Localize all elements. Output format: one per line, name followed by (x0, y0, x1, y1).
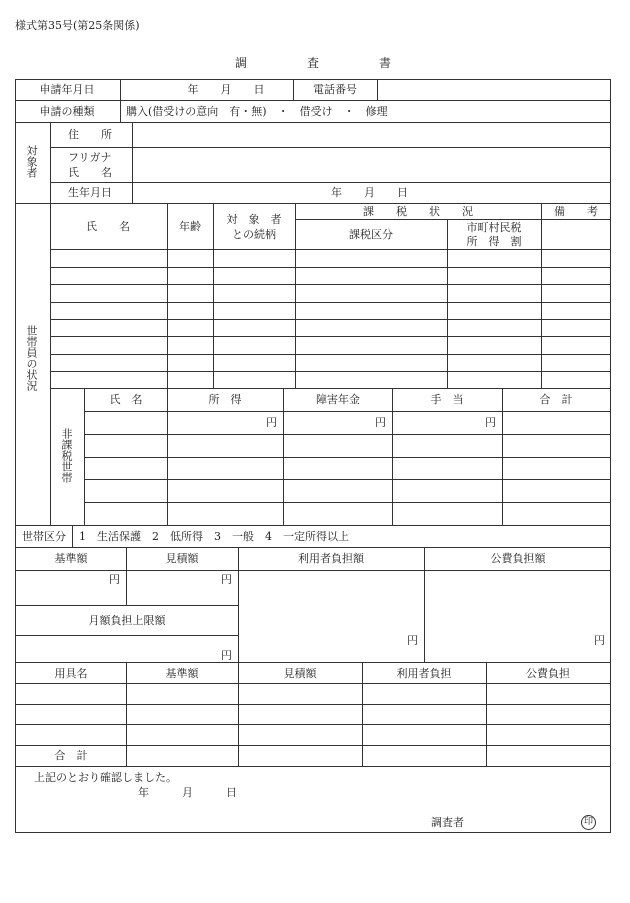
yen-unit: 円 (221, 649, 232, 662)
nontax-household-label: 非課税世帯 (60, 428, 73, 483)
application-type-label: 申請の種類 (39, 105, 95, 118)
phone-field[interactable] (378, 80, 610, 100)
public-burden-field[interactable] (425, 571, 611, 662)
birth-date-label: 生年月日 (68, 186, 112, 199)
nontax-col-total: 合 計 (539, 393, 573, 406)
yen-unit: 円 (375, 416, 386, 429)
subject-name-label: 氏 名 (68, 166, 112, 179)
household-members-grid[interactable] (51, 250, 611, 388)
address-field[interactable] (133, 123, 610, 147)
items-col-user: 利用者負担 (396, 667, 452, 680)
confirmation-text: 上記のとおり確認しました。 (34, 771, 177, 784)
public-burden-label: 公費負担額 (490, 552, 546, 565)
base-amount-field[interactable] (16, 571, 126, 605)
hh-col-name: 氏 名 (86, 220, 130, 233)
yen-unit: 円 (594, 634, 605, 647)
yen-unit: 円 (221, 573, 232, 586)
birth-date-value: 年 月 日 (331, 186, 408, 199)
hh-col-relation-2: との続柄 (232, 228, 276, 241)
birth-date-field[interactable] (133, 183, 610, 203)
subject-name-field[interactable] (133, 148, 610, 182)
items-total-label: 合 計 (54, 749, 88, 762)
application-date-value: 年 月 日 (187, 83, 265, 96)
household-category-label: 世帯区分 (22, 530, 66, 543)
household-category-options[interactable]: 1 生活保護 2 低所得 3 一般 4 一定所得以上 (79, 530, 349, 543)
phone-label: 電話番号 (313, 83, 357, 96)
estimate-amount-field[interactable] (127, 571, 238, 605)
nontax-col-income: 所 得 (208, 393, 242, 406)
form-number: 様式第35号(第25条関係) (15, 19, 140, 32)
subject-section-label: 対象者 (25, 145, 38, 178)
monthly-limit-field[interactable] (16, 636, 238, 662)
address-label: 住 所 (68, 128, 112, 141)
hh-col-age: 年齢 (179, 220, 201, 233)
confirmation-date[interactable]: 年 月 日 (138, 786, 237, 799)
hh-col-tax-class: 課税区分 (349, 228, 393, 241)
application-type-value[interactable]: 購入(借受けの意向 有・無) ・ 借受け ・ 修理 (126, 105, 388, 118)
seal-icon: 印 (581, 815, 596, 830)
nontax-col-name: 氏 名 (109, 393, 143, 406)
hh-col-relation-1: 対 象 者 (226, 213, 282, 226)
furigana-label: フリガナ (68, 151, 112, 164)
items-grid[interactable] (16, 684, 611, 745)
yen-unit: 円 (485, 416, 496, 429)
hh-col-tax-status: 課 税 状 況 (363, 205, 473, 218)
nontax-col-allowance: 手 当 (430, 393, 464, 406)
investigator-label: 調査者 (431, 816, 464, 829)
items-col-estimate: 見積額 (283, 667, 317, 680)
burden-estimate-label: 見積額 (165, 552, 199, 565)
burden-base-label: 基準額 (54, 552, 88, 565)
hh-col-remarks: 備 考 (554, 205, 598, 218)
monthly-limit-label: 月額負担上限額 (88, 614, 166, 627)
hh-col-municipal-tax: 市町村民税 (466, 221, 522, 234)
household-section-label: 世帯員の状況 (25, 325, 38, 391)
nontax-grid[interactable] (85, 412, 611, 525)
items-col-name: 用具名 (54, 667, 88, 680)
nontax-col-pension: 障害年金 (316, 393, 360, 406)
user-burden-field[interactable] (239, 571, 424, 662)
user-burden-label: 利用者負担額 (298, 552, 364, 565)
items-col-base: 基準額 (165, 667, 199, 680)
page-title: 調 査 書 (234, 56, 392, 70)
application-date-label: 申請年月日 (39, 83, 95, 96)
yen-unit: 円 (407, 634, 418, 647)
hh-col-income-portion: 所 得 割 (466, 235, 522, 248)
application-date-field[interactable] (121, 80, 292, 100)
yen-unit: 円 (109, 573, 120, 586)
items-col-public: 公費負担 (526, 667, 570, 680)
yen-unit: 円 (266, 416, 277, 429)
